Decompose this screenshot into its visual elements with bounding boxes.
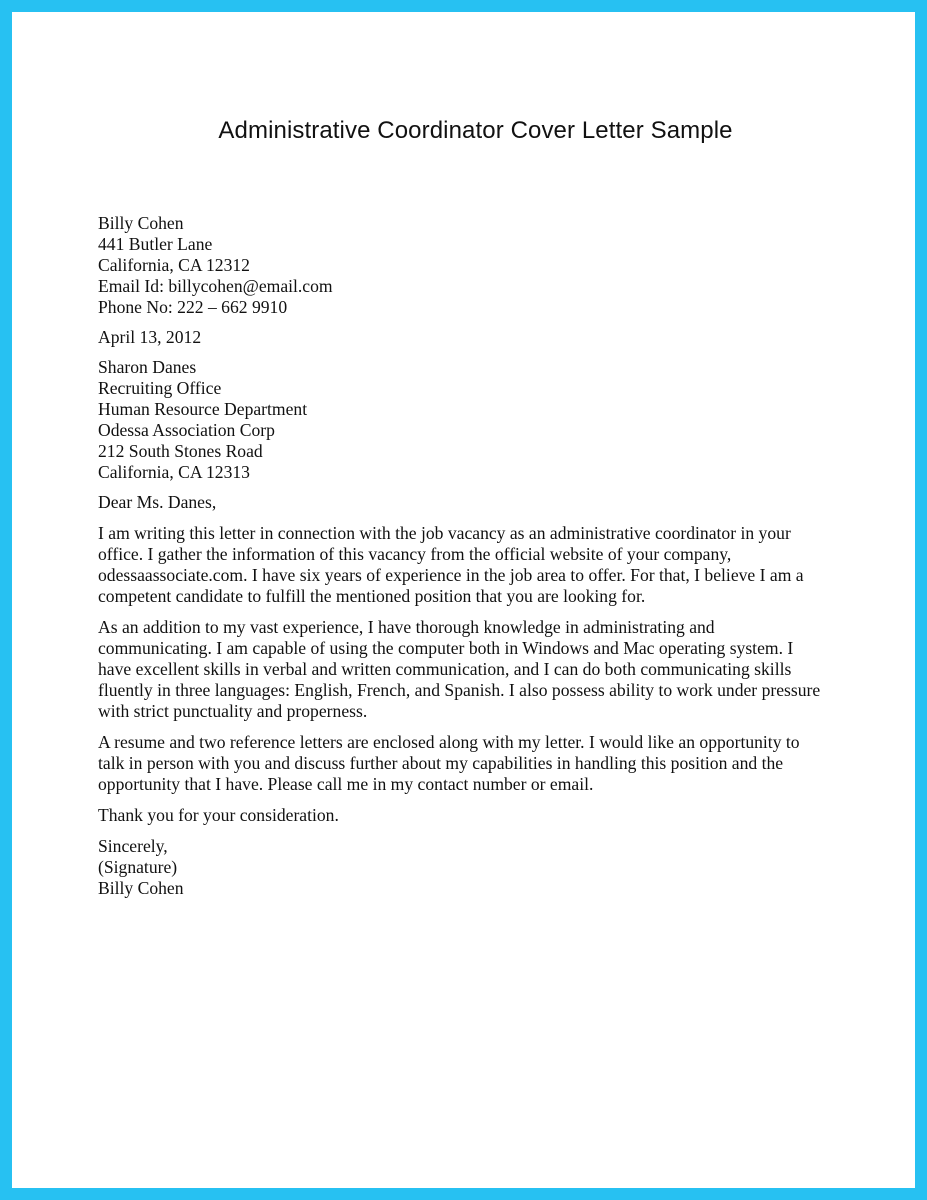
paragraph-line: with strict punctuality and properness. [98, 701, 368, 721]
letter-date: April 13, 2012 [98, 327, 202, 347]
paragraph-line: As an addition to my vast experience, I have thorough knowledge in administrating and [98, 617, 715, 637]
salutation-block [98, 492, 858, 513]
paragraph-line: communicating. I am capable of using the computer both in Windows and Mac operating system. I [98, 638, 794, 658]
paragraph-2 [98, 617, 858, 722]
paragraph-1 [98, 523, 858, 607]
recipient-address [98, 357, 858, 483]
closing-block [98, 836, 858, 899]
signature: (Signature) [98, 857, 178, 877]
sender-city: California, CA 12312 [98, 255, 250, 275]
paragraph-line: odessaassociate.com. I have six years of experience in the job area to offer. For that, I believe I am a [98, 565, 804, 585]
paragraph-line: opportunity that I have. Please call me in my contact number or email. [98, 774, 594, 794]
recipient-company: Odessa Association Corp [98, 420, 275, 440]
paragraph-line: A resume and two reference letters are enclosed along with my letter. I would like an opportunity to [98, 732, 800, 752]
paragraph-line: fluently in three languages: English, French, and Spanish. I also possess ability to work under pressure [98, 680, 821, 700]
letter-date-block [98, 327, 858, 348]
sender-street: 441 Butler Lane [98, 234, 213, 254]
paragraph-3 [98, 732, 858, 795]
paragraph-line: competent candidate to fulfill the mentioned position that you are looking for. [98, 586, 646, 606]
recipient-street: 212 South Stones Road [98, 441, 263, 461]
paragraph-4 [98, 805, 858, 826]
salutation: Dear Ms. Danes, [98, 492, 217, 512]
sender-email: Email Id: billycohen@email.com [98, 276, 333, 296]
paragraph-line: I am writing this letter in connection with the job vacancy as an administrative coordinator in your [98, 523, 791, 543]
recipient-name: Sharon Danes [98, 357, 197, 377]
letter-body [98, 213, 858, 899]
closing-name: Billy Cohen [98, 878, 184, 898]
recipient-department: Human Resource Department [98, 399, 308, 419]
document-title: Administrative Coordinator Cover Letter Sample [218, 117, 733, 144]
paragraph-line: talk in person with you and discuss further about my capabilities in handling this position and the [98, 753, 784, 773]
paragraph-line: office. I gather the information of this vacancy from the official website of your company, [98, 544, 732, 564]
sender-address [98, 213, 858, 318]
valediction: Sincerely, [98, 836, 168, 856]
paragraph-line: have excellent skills in verbal and written communication, and I can do both communicating skills [98, 659, 792, 679]
sender-name: Billy Cohen [98, 213, 184, 233]
sender-phone: Phone No: 222 – 662 9910 [98, 297, 288, 317]
recipient-office: Recruiting Office [98, 378, 222, 398]
paragraph-line: Thank you for your consideration. [98, 805, 339, 825]
recipient-city: California, CA 12313 [98, 462, 250, 482]
